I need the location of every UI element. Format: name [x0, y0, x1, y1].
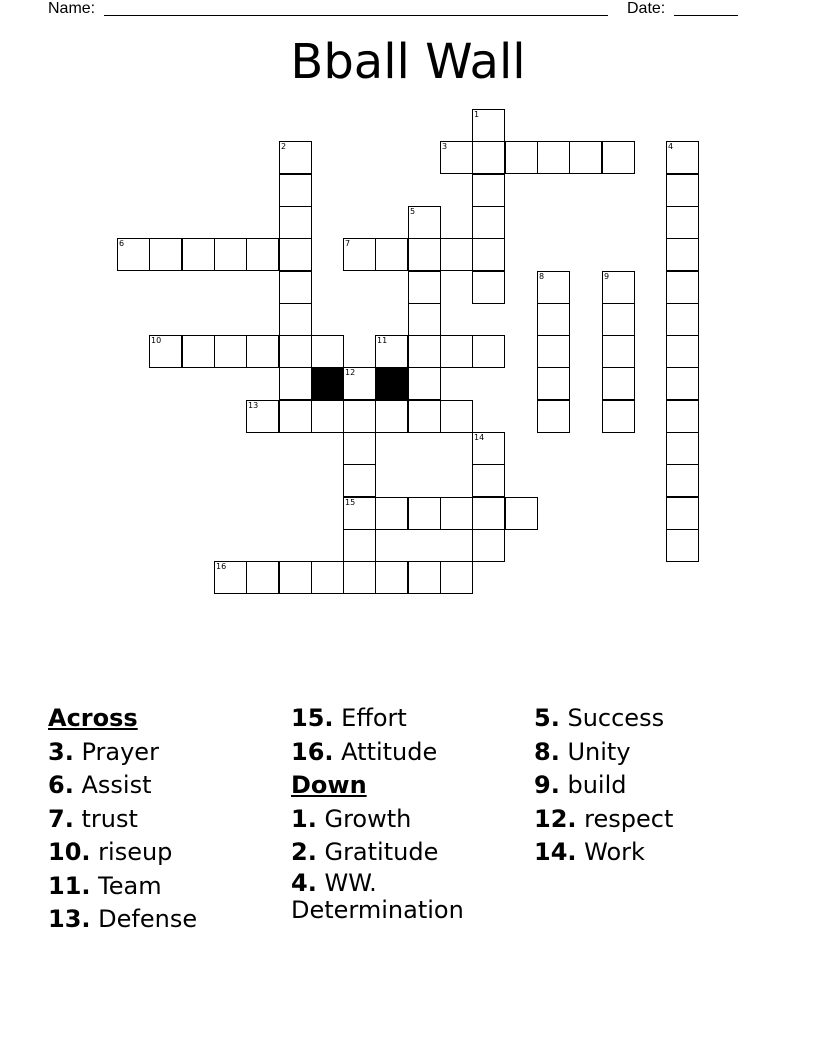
clue-number: 8.	[534, 737, 560, 766]
crossword-cell[interactable]	[472, 174, 505, 207]
crossword-cell[interactable]	[408, 271, 441, 304]
clue-text: Attitude	[341, 737, 438, 766]
clue-text: Gratitude	[324, 838, 439, 866]
crossword-cell[interactable]	[537, 400, 570, 433]
crossword-cell[interactable]	[408, 561, 441, 594]
crossword-cell[interactable]	[666, 238, 699, 271]
crossword-cell[interactable]	[666, 271, 699, 304]
crossword-cell[interactable]	[311, 335, 344, 368]
cell-number: 2	[281, 142, 287, 151]
crossword-cell[interactable]	[472, 497, 505, 530]
cell-number: 5	[410, 207, 416, 216]
cell-number: 16	[216, 562, 227, 571]
crossword-cell[interactable]	[343, 529, 376, 562]
crossword-cell[interactable]	[505, 497, 538, 530]
cell-number: 9	[604, 272, 610, 281]
crossword-cell[interactable]	[408, 400, 441, 433]
cell-number: 14	[474, 433, 485, 442]
crossword-cell[interactable]	[440, 335, 473, 368]
across-heading: Across	[48, 704, 138, 732]
crossword-cell[interactable]	[537, 141, 570, 174]
cell-number: 4	[668, 142, 674, 151]
clue-down-1	[291, 803, 521, 837]
clue-across-11	[48, 870, 278, 904]
clue-across-7	[48, 803, 278, 837]
crossword-cell[interactable]	[279, 335, 312, 368]
crossword-cell[interactable]	[408, 238, 441, 271]
clue-column-3	[534, 702, 764, 870]
crossword-cell[interactable]	[343, 497, 376, 530]
crossword-block	[311, 367, 344, 400]
clue-across-3	[48, 736, 278, 770]
crossword-cell[interactable]	[472, 432, 505, 465]
clue-down-12	[534, 803, 764, 837]
crossword-cell[interactable]	[408, 497, 441, 530]
clue-text: Work	[584, 838, 645, 866]
clue-text: Assist	[81, 771, 152, 799]
crossword-cell[interactable]	[472, 529, 505, 562]
clue-text: Success	[567, 704, 665, 732]
clue-down-4	[291, 870, 521, 924]
crossword-cell[interactable]	[440, 141, 473, 174]
clue-text: trust	[81, 804, 138, 833]
crossword-cell[interactable]	[472, 271, 505, 304]
cell-number: 13	[248, 401, 259, 410]
crossword-cell[interactable]	[343, 432, 376, 465]
clue-across-15	[291, 702, 521, 736]
crossword-cell[interactable]	[602, 271, 635, 304]
crossword-cell[interactable]	[666, 432, 699, 465]
crossword-cell[interactable]	[182, 238, 215, 271]
cell-number: 12	[345, 368, 356, 377]
clue-down-2	[291, 836, 521, 870]
clue-number: 7.	[48, 804, 74, 833]
crossword-cell[interactable]	[117, 238, 150, 271]
crossword-cell[interactable]	[408, 367, 441, 400]
crossword-cell[interactable]	[149, 238, 182, 271]
crossword-cell[interactable]	[246, 335, 279, 368]
crossword-cell[interactable]	[666, 497, 699, 530]
clue-number: 16.	[291, 737, 334, 766]
crossword-cell[interactable]	[311, 400, 344, 433]
crossword-cell[interactable]	[440, 561, 473, 594]
crossword-cell[interactable]	[279, 303, 312, 336]
clue-column-2	[291, 702, 521, 924]
crossword-cell[interactable]	[440, 497, 473, 530]
crossword-cell[interactable]	[279, 174, 312, 207]
crossword-cell[interactable]	[279, 206, 312, 239]
clue-number: 4.	[291, 868, 317, 897]
cell-number: 3	[442, 142, 448, 151]
clue-down-5	[534, 702, 764, 736]
clue-across-13	[48, 903, 278, 937]
crossword-cell[interactable]	[666, 335, 699, 368]
crossword-cell[interactable]	[279, 141, 312, 174]
clue-text: Effort	[341, 704, 407, 732]
clue-across-6	[48, 769, 278, 803]
clue-text: Unity	[567, 737, 631, 766]
crossword-cell[interactable]	[375, 335, 408, 368]
cell-number: 11	[377, 336, 388, 345]
clue-down-14	[534, 836, 764, 870]
crossword-cell[interactable]	[505, 141, 538, 174]
crossword-cell[interactable]	[666, 141, 699, 174]
date-label: Date:	[627, 0, 666, 17]
clue-down-9	[534, 769, 764, 803]
crossword-cell[interactable]	[408, 335, 441, 368]
crossword-cell[interactable]	[440, 400, 473, 433]
clue-text: riseup	[98, 838, 173, 866]
crossword-cell[interactable]	[537, 367, 570, 400]
clue-text: respect	[584, 804, 674, 833]
clue-number: 5.	[534, 704, 560, 732]
crossword-cell[interactable]	[602, 141, 635, 174]
crossword-cell[interactable]	[472, 141, 505, 174]
cell-number: 1	[474, 110, 480, 119]
clue-text: Prayer	[81, 737, 159, 766]
crossword-cell[interactable]	[472, 206, 505, 239]
crossword-cell[interactable]	[214, 561, 247, 594]
clue-number: 9.	[534, 771, 560, 799]
crossword-cell[interactable]	[375, 238, 408, 271]
clue-number: 11.	[48, 871, 91, 900]
clue-text: Growth	[324, 804, 412, 833]
page-title: Bball Wall	[290, 34, 526, 90]
crossword-cell[interactable]	[279, 367, 312, 400]
crossword-cell[interactable]	[375, 561, 408, 594]
crossword-cell[interactable]	[182, 335, 215, 368]
crossword-cell[interactable]	[472, 238, 505, 271]
crossword-cell[interactable]	[602, 335, 635, 368]
crossword-cell[interactable]	[472, 109, 505, 142]
crossword-cell[interactable]	[311, 561, 344, 594]
cell-number: 7	[345, 239, 351, 248]
crossword-cell[interactable]	[666, 174, 699, 207]
clue-number: 6.	[48, 771, 74, 799]
clue-number: 13.	[48, 905, 91, 933]
clue-number: 10.	[48, 838, 91, 866]
clue-column-1	[48, 702, 278, 937]
crossword-cell[interactable]	[472, 464, 505, 497]
cell-number: 8	[539, 272, 545, 281]
clue-text: Defense	[98, 905, 198, 933]
crossword-cell[interactable]	[246, 400, 279, 433]
crossword-cell[interactable]	[537, 271, 570, 304]
clue-text: build	[567, 771, 627, 799]
clue-number: 3.	[48, 737, 74, 766]
crossword-cell[interactable]	[279, 238, 312, 271]
crossword-cell[interactable]	[666, 206, 699, 239]
crossword-cell[interactable]	[343, 400, 376, 433]
clue-down-8	[534, 736, 764, 770]
crossword-cell[interactable]	[537, 303, 570, 336]
crossword-cell[interactable]	[343, 561, 376, 594]
crossword-cell[interactable]	[602, 400, 635, 433]
crossword-cell[interactable]	[666, 400, 699, 433]
crossword-cell[interactable]	[279, 561, 312, 594]
crossword-cell[interactable]	[343, 238, 376, 271]
crossword-cell[interactable]	[279, 271, 312, 304]
clue-number: 12.	[534, 804, 577, 833]
crossword-cell[interactable]	[343, 464, 376, 497]
clue-text: WW. Determination	[291, 868, 464, 924]
crossword-block	[375, 367, 408, 400]
crossword-cell[interactable]	[440, 238, 473, 271]
crossword-cell[interactable]	[666, 303, 699, 336]
crossword-cell[interactable]	[602, 303, 635, 336]
crossword-cell[interactable]	[666, 529, 699, 562]
clue-across-16	[291, 736, 521, 770]
clue-number: 15.	[291, 704, 334, 732]
crossword-cell[interactable]	[246, 561, 279, 594]
crossword-cell[interactable]	[343, 367, 376, 400]
crossword-cell[interactable]	[408, 206, 441, 239]
down-heading: Down	[291, 771, 367, 799]
crossword-cell[interactable]	[279, 400, 312, 433]
cell-number: 15	[345, 498, 356, 507]
crossword-cell[interactable]	[375, 400, 408, 433]
crossword-cell[interactable]	[666, 367, 699, 400]
crossword-cell[interactable]	[537, 335, 570, 368]
crossword-cell[interactable]	[408, 303, 441, 336]
crossword-cell[interactable]	[214, 238, 247, 271]
crossword-cell[interactable]	[666, 464, 699, 497]
crossword-cell[interactable]	[214, 335, 247, 368]
crossword-cell[interactable]	[472, 335, 505, 368]
clue-number: 2.	[291, 838, 317, 866]
crossword-cell[interactable]	[569, 141, 602, 174]
cell-number: 10	[151, 336, 162, 345]
crossword-cell[interactable]	[602, 367, 635, 400]
clue-text: Team	[98, 871, 162, 900]
clue-number: 1.	[291, 804, 317, 833]
clue-across-10	[48, 836, 278, 870]
crossword-cell[interactable]	[246, 238, 279, 271]
cell-number: 6	[119, 239, 125, 248]
name-label: Name:	[48, 0, 96, 17]
crossword-cell[interactable]	[375, 497, 408, 530]
crossword-cell[interactable]	[149, 335, 182, 368]
clue-number: 14.	[534, 838, 577, 866]
